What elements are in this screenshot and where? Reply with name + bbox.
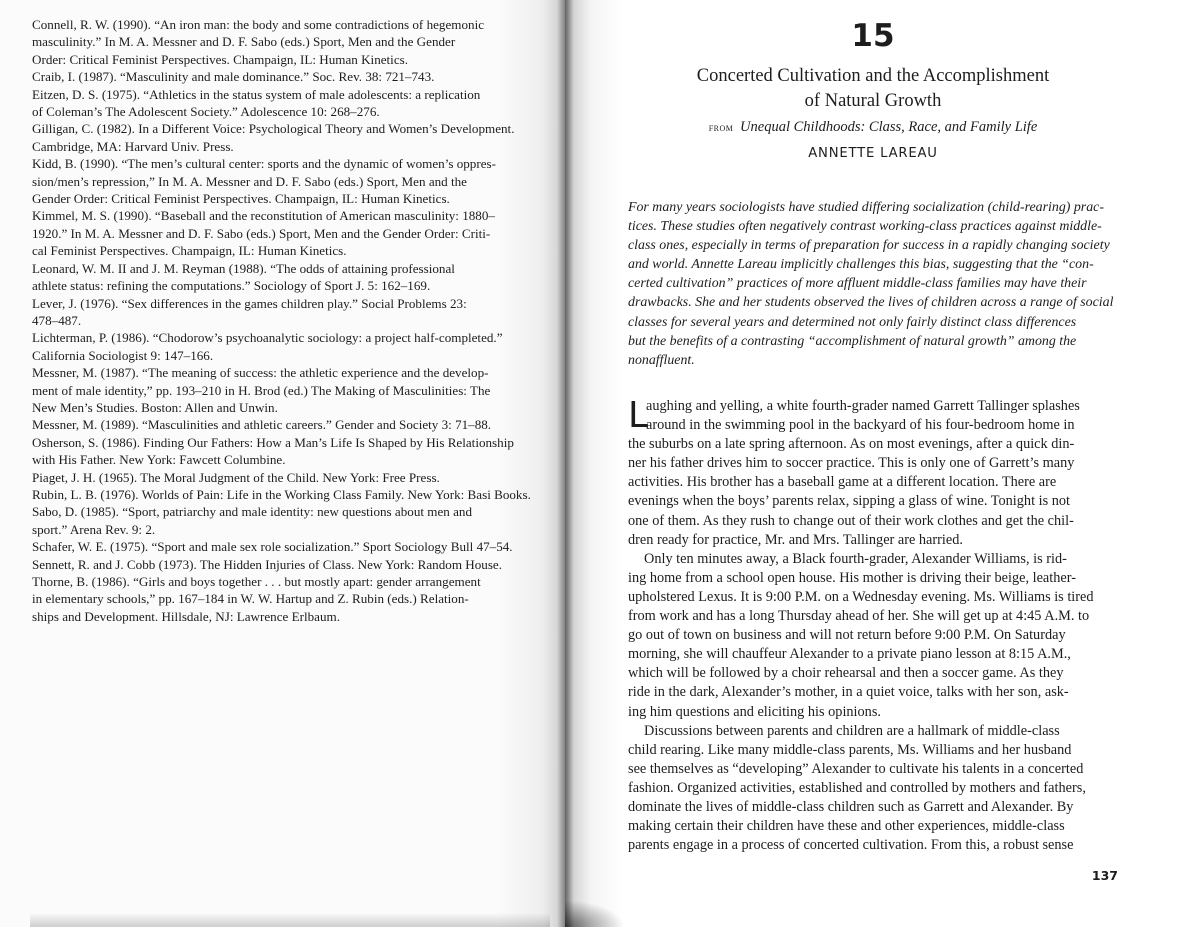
reference-line: sport.” Arena Rev. 9: 2. xyxy=(32,521,156,537)
body-line: dren ready for practice, Mr. and Mrs. Tallinger are harried. xyxy=(628,531,963,548)
body-line: see themselves as “developing” Alexander to cultivate his talents in a concerted xyxy=(628,760,1084,777)
reference-entry xyxy=(24,86,518,121)
reference-line: Eitzen, D. S. (1975). “Athletics in the status system of male adolescents: a replication xyxy=(32,86,481,102)
drop-cap: L xyxy=(628,395,649,436)
body-line: the suburbs on a late spring afternoon. As on most evenings, after a quick din- xyxy=(628,436,1075,453)
intro-line: nonaffluent. xyxy=(628,352,695,368)
reference-entry xyxy=(24,68,518,85)
reference-line: masculinity.” In M. A. Messner and D. F. Sabo (eds.) Sport, Men and the Gender xyxy=(32,34,456,50)
body-line: evenings when the boys’ parents relax, sipping a glass of wine. Tonight is not xyxy=(628,493,1070,510)
reference-entry xyxy=(24,16,518,68)
body-line: dominate the lives of middle-class children such as Garrett and Alexander. By xyxy=(628,798,1074,815)
intro-line: classes for several years and determined not only fairly distinct class differences xyxy=(628,314,1077,330)
intro-line: drawbacks. She and her students observed the lives of children across a range of social xyxy=(628,295,1114,311)
reference-entry xyxy=(24,573,518,625)
body-line: from work and has a long Thursday ahead of her. She will get up at 4:45 A.M. to xyxy=(628,608,1090,625)
body-line: go out of town on business and will not return before 9:00 P.M. On Saturday xyxy=(628,627,1066,644)
body-line: ing him questions and eliciting his opinions. xyxy=(628,703,881,720)
body-line: aughing and yelling, a white fourth-grader named Garrett Tallinger splashes xyxy=(646,398,1080,414)
reference-line: 478–487. xyxy=(32,312,82,328)
reference-line: Osherson, S. (1986). Finding Our Fathers: How a Man’s Life Is Shaped by His Relationship xyxy=(32,434,514,450)
reference-line: ment of male identity,” pp. 193–210 in H. Brod (ed.) The Making of Masculinities: The xyxy=(32,382,491,398)
body-line: fashion. Organized activities, established and controlled by mothers and fathers, xyxy=(628,779,1086,796)
reference-entry xyxy=(24,364,518,416)
reference-entry xyxy=(24,155,518,207)
body-line: which will be followed by a choir rehearsal and then a soccer game. As they xyxy=(628,665,1064,682)
body-line: parents engage in a process of concerted cultivation. From this, a robust sense xyxy=(628,837,1074,854)
intro-line: and world. Annette Lareau implicitly challenges this bias, suggesting that the “con- xyxy=(628,257,1094,273)
reference-line: Lever, J. (1976). “Sex differences in the games children play.” Social Problems 23: xyxy=(32,295,467,311)
body-line: making certain their children have these and other experiences, middle-class xyxy=(628,818,1065,835)
chapter-title-line: of Natural Growth xyxy=(804,90,942,111)
reference-line: Lichterman, P. (1986). “Chodorow’s psychoanalytic sociology: a project half-completed.” xyxy=(32,330,503,346)
chapter-introduction xyxy=(628,198,1118,370)
reference-line: in elementary schools,” pp. 167–184 in W. W. Hartup and Z. Rubin (eds.) Relation- xyxy=(32,591,469,607)
source-title: Unequal Childhoods: Class, Race, and Family Life xyxy=(740,119,1038,135)
reference-entry xyxy=(24,434,518,469)
body-line: one of them. As they rush to change out of their work clothes and get the chil- xyxy=(628,512,1074,529)
body-line: ride in the dark, Alexander’s mother, in a quiet voice, talks with her son, ask- xyxy=(628,684,1069,701)
reference-line: Sennett, R. and J. Cobb (1973). The Hidden Injuries of Class. New York: Random House. xyxy=(32,556,503,572)
reference-line: Kidd, B. (1990). “The men’s cultural center: sports and the dynamic of women’s oppres- xyxy=(32,156,496,172)
source-prefix: from xyxy=(708,120,734,134)
body-line: ner his father drives him to soccer practice. This is only one of Garrett’s many xyxy=(628,455,1075,472)
reference-line: Messner, M. (1989). “Masculinities and athletic careers.” Gender and Society 3: 71–88. xyxy=(32,417,492,433)
chapter-title-line: Concerted Cultivation and the Accomplishment xyxy=(696,66,1050,86)
reference-line: Cambridge, MA: Harvard Univ. Press. xyxy=(32,138,234,154)
reference-line: ships and Development. Hillsdale, NJ: Lawrence Erlbaum. xyxy=(32,608,340,624)
reference-entry xyxy=(24,329,518,364)
body-line: Only ten minutes away, a Black fourth-grader, Alexander Williams, is rid- xyxy=(644,550,1067,567)
chapter-number: 15 xyxy=(851,18,895,54)
reference-line: Kimmel, M. S. (1990). “Baseball and the reconstitution of American masculinity: 1880– xyxy=(32,208,495,224)
left-page xyxy=(0,0,565,927)
reference-list xyxy=(24,16,531,625)
reference-entry xyxy=(24,538,518,555)
reference-entry xyxy=(24,503,518,538)
reference-entry xyxy=(24,556,518,573)
reference-line: Gender Order: Critical Feminist Perspectives. Champaign, IL: Human Kinetics. xyxy=(32,191,450,207)
reference-entry xyxy=(24,469,518,486)
reference-line: Thorne, B. (1986). “Girls and boys together . . . but mostly apart: gender arrangement xyxy=(32,574,481,589)
page-number: 137 xyxy=(1091,868,1118,883)
book-gutter xyxy=(557,0,573,927)
body-line: upholstered Lexus. It is 9:00 P.M. on a Wednesday evening. Ms. Williams is tired xyxy=(628,588,1094,605)
page-edge-shadow xyxy=(565,900,625,927)
reference-entry xyxy=(24,260,518,295)
reference-entry xyxy=(24,486,531,503)
reference-line: athlete status: refining the computations.” Sociology of Sport J. 5: 162–169. xyxy=(32,278,431,294)
reference-line: Order: Critical Feminist Perspectives. Champaign, IL: Human Kinetics. xyxy=(32,51,409,67)
reference-entry xyxy=(24,207,518,259)
reference-line: California Sociologist 9: 147–166. xyxy=(32,347,214,363)
intro-line: tices. These studies often negatively contrast working-class practices against middle- xyxy=(628,219,1102,235)
reference-entry xyxy=(24,416,518,433)
body-line: activities. His brother has a baseball game at a different location. There are xyxy=(628,474,1057,491)
body-line: child rearing. Like many middle-class parents, Ms. Williams and her husband xyxy=(628,741,1072,758)
body-line: morning, she will chauffeur Alexander to a private piano lesson at 8:15 A.M., xyxy=(628,646,1071,663)
reference-line: 1920.” In M. A. Messner and D. F. Sabo (eds.) Sport, Men and the Gender Order: Criti- xyxy=(32,225,491,241)
chapter-body xyxy=(628,397,1118,855)
body-line: ing home from a school open house. His mother is driving their beige, leather- xyxy=(628,569,1076,586)
chapter-author: ANNETTE LAREAU xyxy=(808,146,938,161)
intro-line: certed cultivation” practices of more affluent middle-class families may have their xyxy=(628,276,1087,292)
reference-line: New Men’s Studies. Boston: Allen and Unwin. xyxy=(32,399,278,415)
reference-line: sion/men’s repression,” In M. A. Messner and D. F. Sabo (eds.) Sport, Men and the xyxy=(32,173,467,189)
body-line: Discussions between parents and children are a hallmark of middle-class xyxy=(644,722,1060,739)
reference-line: Leonard, W. M. II and J. M. Reyman (1988). “The odds of attaining professional xyxy=(32,260,455,276)
body-line: around in the swimming pool in the backyard of his four-bedroom home in xyxy=(646,417,1075,434)
reference-line: Sabo, D. (1985). “Sport, patriarchy and male identity: new questions about men and xyxy=(32,504,472,520)
reference-line: Gilligan, C. (1982). In a Different Voice: Psychological Theory and Women’s Development. xyxy=(32,121,515,137)
reference-line: Connell, R. W. (1990). “An iron man: the body and some contradictions of hegemonic xyxy=(32,17,485,32)
reference-line: Craib, I. (1987). “Masculinity and male dominance.” Soc. Rev. 38: 721–743. xyxy=(32,69,435,85)
chapter-source xyxy=(626,117,1120,137)
intro-line: but the benefits of a contrasting “accomplishment of natural growth” among the xyxy=(628,333,1077,349)
reference-line: Rubin, L. B. (1976). Worlds of Pain: Life in the Working Class Family. New York: Basi Books. xyxy=(32,486,531,502)
intro-line: class ones, especially in terms of preparation for success in a rapidly changing society xyxy=(628,238,1110,254)
reference-line: Schafer, W. E. (1975). “Sport and male sex role socialization.” Sport Sociology Bull 47–54. xyxy=(32,539,513,555)
chapter-title xyxy=(626,64,1120,113)
reference-line: cal Feminist Perspectives. Champaign, IL: Human Kinetics. xyxy=(32,243,347,259)
reference-line: of Coleman’s The Adolescent Society.” Adolescence 10: 268–276. xyxy=(32,104,380,120)
reference-line: Messner, M. (1987). “The meaning of success: the athletic experience and the develop- xyxy=(32,365,489,381)
reference-entry xyxy=(24,120,518,155)
reference-line: Piaget, J. H. (1965). The Moral Judgment of the Child. New York: Free Press. xyxy=(32,469,440,485)
reference-entry xyxy=(24,295,518,330)
intro-line: For many years sociologists have studied differing socialization (child-rearing) prac- xyxy=(628,200,1104,215)
page-edge-shadow xyxy=(30,913,550,927)
reference-line: with His Father. New York: Fawcett Columbine. xyxy=(32,452,286,468)
